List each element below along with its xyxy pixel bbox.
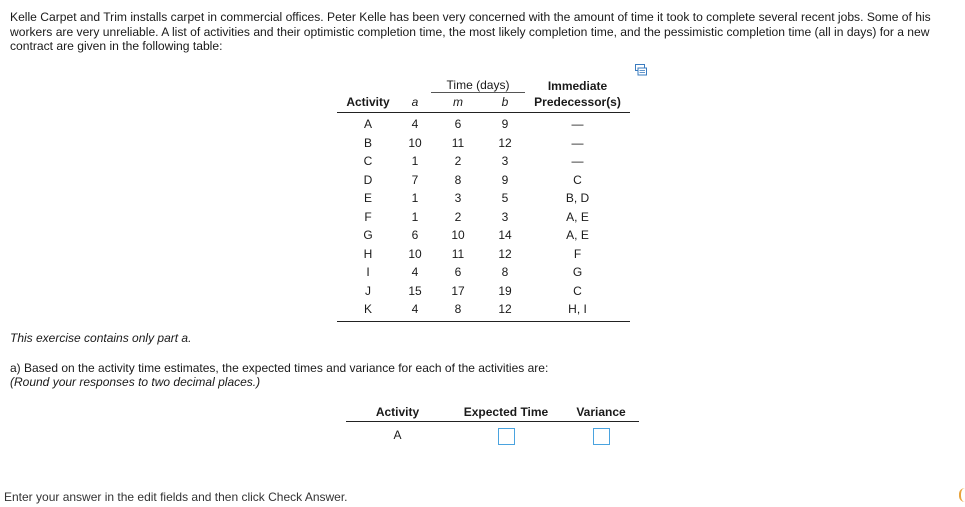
b-header: b	[501, 95, 509, 109]
b-cell: 19	[498, 283, 512, 298]
table-row	[337, 152, 630, 171]
a-cell: 7	[411, 172, 419, 187]
b-cell: 14	[498, 228, 512, 242]
edge-scroll-indicator[interactable]	[959, 488, 965, 502]
activity-cell: J	[365, 283, 371, 298]
activity-cell: K	[337, 300, 399, 321]
table-row	[337, 134, 630, 153]
problem-intro: Kelle Carpet and Trim installs carpet in commercial offices. Peter Kelle has been very concerned with the amount of time it took to complete several recent jobs. Some of his workers are very unreliable. A list of activities and their optimistic completion time, the most likely completion time, and the pessimistic completion time (all in days) for a new contract are given in the following table:	[10, 10, 931, 54]
a-cell: 1	[411, 191, 419, 205]
activity-cell: F	[364, 209, 372, 224]
footer-instruction: Enter your answer in the edit fields and then click Check Answer.	[4, 490, 348, 504]
activity-cell: I	[366, 265, 370, 279]
table-row	[337, 245, 630, 264]
table-row	[337, 282, 630, 301]
variance-header: Variance	[563, 403, 639, 422]
activity-cell: B	[363, 135, 372, 150]
predecessor-cell: F	[573, 246, 582, 261]
a-cell: 6	[411, 228, 419, 242]
copy-icon[interactable]	[635, 64, 647, 76]
b-cell: 3	[501, 154, 509, 168]
expected-time-header: Expected Time	[449, 403, 563, 422]
m-cell: 6	[454, 265, 462, 279]
activity-cell: C	[363, 154, 373, 168]
predecessor-cell: B, D	[565, 191, 590, 205]
m-cell: 3	[454, 191, 462, 205]
table-row	[337, 226, 630, 245]
a-cell: 4	[399, 300, 431, 321]
answer-row	[346, 422, 639, 448]
a-cell: 15	[408, 283, 422, 298]
activity-cell: H	[363, 246, 373, 261]
m-cell: 2	[454, 154, 462, 168]
activity-header: Activity	[346, 95, 390, 109]
part-note: This exercise contains only part a.	[10, 331, 192, 345]
variance-input[interactable]	[593, 428, 610, 445]
question	[10, 361, 548, 389]
b-cell: 3	[501, 209, 509, 224]
m-cell: 11	[451, 246, 465, 261]
table-row	[337, 171, 630, 190]
table-row	[337, 113, 630, 134]
time-days-header: Time (days)	[431, 78, 525, 93]
m-cell: 6	[454, 117, 462, 131]
predecessor-cell: C	[573, 172, 582, 187]
table-row	[337, 208, 630, 227]
predecessor-cell: A, E	[566, 209, 589, 224]
activity-table	[337, 78, 630, 322]
b-cell: 9	[501, 117, 509, 131]
a-cell: 4	[411, 117, 419, 131]
a-cell: 4	[411, 265, 419, 279]
question-text: a) Based on the activity time estimates, the expected times and variance for each of the activities are:	[10, 361, 549, 375]
a-cell: 1	[411, 209, 419, 224]
m-cell: 8	[431, 300, 485, 321]
predecessor-cell: G	[572, 265, 583, 279]
a-cell: 10	[408, 246, 422, 261]
table-row	[337, 189, 630, 208]
a-cell: 10	[408, 135, 422, 150]
m-cell: 10	[451, 228, 465, 242]
b-cell: 12	[498, 135, 512, 150]
predecessor-cell: —	[571, 117, 584, 131]
immediate-header: Immediate	[547, 78, 608, 93]
m-cell: 8	[454, 172, 462, 187]
activity-cell: A	[363, 117, 372, 131]
b-cell: 9	[501, 172, 509, 187]
answer-table	[346, 403, 639, 447]
b-cell: 8	[501, 265, 509, 279]
activity-cell: D	[363, 172, 373, 187]
b-cell: 12	[485, 300, 525, 321]
a-header: a	[411, 95, 419, 109]
predecessor-header: Predecessor(s)	[534, 95, 621, 109]
b-cell: 5	[501, 191, 509, 205]
predecessor-cell: —	[571, 135, 584, 150]
expected-time-input[interactable]	[498, 428, 515, 445]
predecessor-cell: A, E	[566, 228, 589, 242]
answer-activity-header: Activity	[346, 403, 449, 422]
table-row	[337, 263, 630, 282]
m-cell: 17	[451, 283, 465, 298]
b-cell: 12	[498, 246, 512, 261]
activity-cell: G	[363, 228, 373, 242]
m-cell: 11	[451, 135, 465, 150]
activity-cell: E	[363, 191, 372, 205]
table-row	[337, 300, 630, 321]
rounding-instruction: (Round your responses to two decimal places.)	[10, 375, 261, 389]
predecessor-cell: H, I	[525, 300, 630, 321]
m-cell: 2	[454, 209, 462, 224]
m-header: m	[453, 95, 463, 109]
predecessor-cell: —	[571, 154, 584, 168]
answer-row-activity: A	[393, 427, 402, 442]
a-cell: 1	[411, 154, 419, 168]
predecessor-cell: C	[573, 283, 582, 298]
